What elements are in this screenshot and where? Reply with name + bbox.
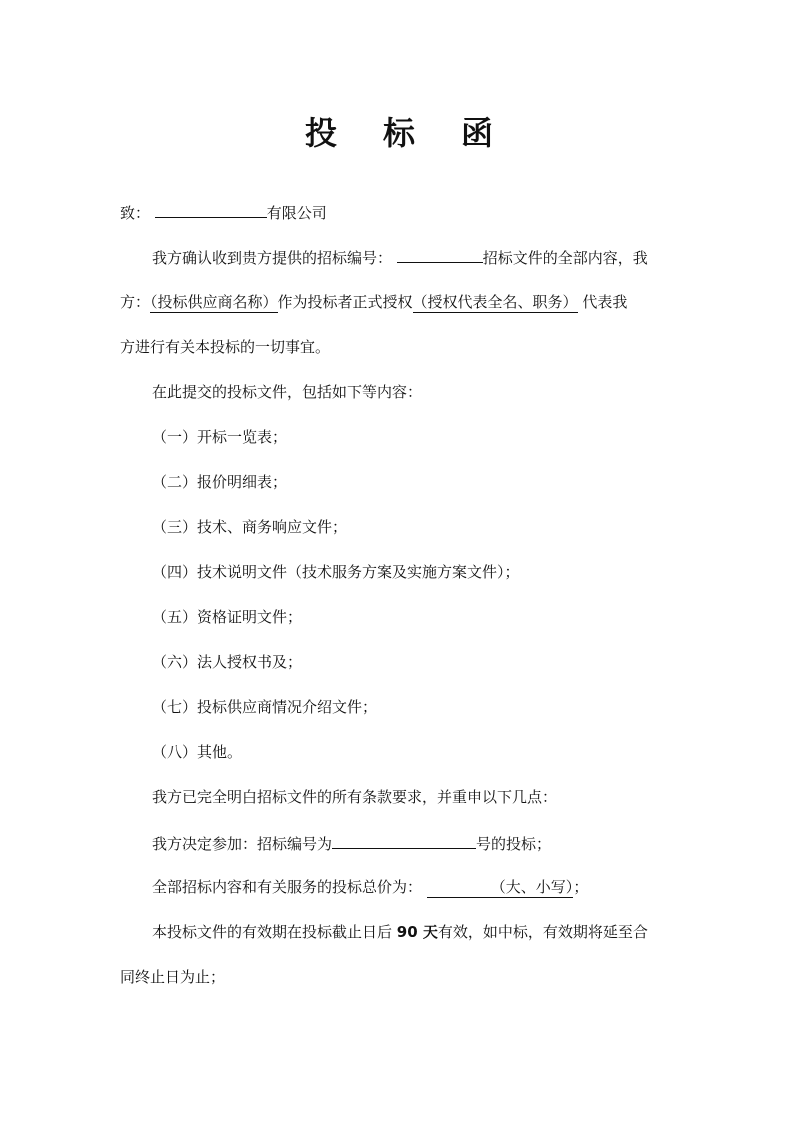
list-item: （八）其他。 [152, 743, 243, 761]
participation-line [152, 832, 551, 854]
total-price-suffix: ； [573, 878, 589, 896]
title-char-3: 函 [461, 114, 496, 152]
list-item: （三）技术、商务响应文件； [152, 518, 348, 536]
company-name-blank[interactable] [155, 201, 267, 218]
total-price-prefix: 全部招标内容和有关服务的投标总价为： [152, 878, 423, 896]
participation-prefix: 我方决定参加：招标编号为 [152, 835, 333, 853]
validity-suffix: 有效，如中标，有效期将延至合 [437, 923, 648, 941]
total-price-field[interactable]: （大、小写） [427, 878, 574, 898]
supplier-name-field[interactable]: （投标供应商名称） [150, 293, 278, 311]
list-item: （五）资格证明文件； [152, 608, 303, 626]
list-item: （六）法人授权书及； [152, 653, 303, 671]
representative-field[interactable]: （授权代表全名、职务） [412, 293, 578, 311]
para1-line2-b: 作为投标者正式授权 [277, 293, 413, 311]
para1-text-a: 我方确认收到贵方提供的招标编号： [152, 249, 393, 267]
para1-line2-a: 方： [120, 293, 151, 311]
title-char-2: 标 [382, 114, 417, 152]
document-title [0, 108, 800, 154]
total-price-line [152, 877, 588, 897]
validity-line1 [152, 922, 648, 942]
para1-line2-c: 代表我 [582, 293, 628, 311]
para1-line3: 方进行有关本投标的一切事宜。 [120, 338, 331, 356]
contents-intro: 在此提交的投标文件，包括如下等内容： [152, 383, 423, 401]
participation-suffix: 号的投标； [476, 835, 552, 853]
para1-text-b: 招标文件的全部内容，我 [482, 249, 648, 267]
addressee-prefix: 致： [120, 204, 151, 222]
validity-days: 90 天 [396, 923, 438, 941]
para1-line2 [120, 292, 627, 312]
list-item: （一）开标一览表； [152, 428, 288, 446]
statement-line: 我方已完全明白招标文件的所有条款要求，并重申以下几点： [152, 788, 558, 806]
tender-number-blank[interactable] [397, 246, 483, 263]
para1-line1 [152, 246, 648, 268]
addressee-suffix: 有限公司 [266, 204, 327, 222]
validity-prefix: 本投标文件的有效期在投标截止日后 [152, 923, 393, 941]
tender-number-blank-2[interactable] [332, 832, 476, 849]
title-char-1: 投 [304, 114, 339, 152]
list-item: （四）技术说明文件（技术服务方案及实施方案文件）； [152, 563, 520, 581]
validity-line2: 同终止日为止； [120, 968, 226, 986]
addressee-line [120, 201, 327, 223]
list-item: （七）投标供应商情况介绍文件； [152, 698, 378, 716]
list-item: （二）报价明细表； [152, 473, 288, 491]
